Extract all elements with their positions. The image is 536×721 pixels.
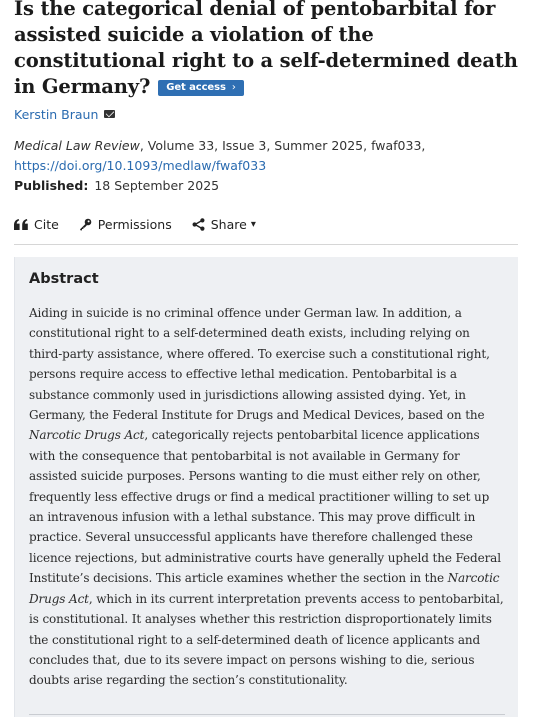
abstract-italic-term: Narcotic Drugs Act <box>29 571 500 606</box>
get-access-label: Get access <box>166 82 226 93</box>
permissions-button[interactable] <box>79 217 172 232</box>
author-row <box>14 106 536 122</box>
cite-button[interactable] <box>14 217 59 232</box>
article-title-text: Is the categorical denial of pentobarbital for assisted suicide a violation of the constitutional right to a self-determined death in Germany? <box>14 0 518 98</box>
get-access-button[interactable] <box>158 80 243 96</box>
published-date-value: 18 September 2025 <box>94 178 220 193</box>
chevron-right-icon: › <box>231 82 236 93</box>
doi-link[interactable]: https://doi.org/10.1093/medlaw/fwaf033 <box>14 158 267 173</box>
share-label: Share <box>210 216 247 232</box>
abstract-text-part: , which in its current interpretation prevents access to pentobarbital, is constitutional. It analyses whether this restriction disproportionately limits the constitutional right to a self-determined death of licence applicants and concludes that, due to its severe impact on persons wishing to die, serious doubts arise regarding the section’s constitutionality. <box>29 591 504 688</box>
abstract-text-part: Aiding in suicide is no criminal offence under German law. In addition, a constitutional right to a self-determined death exists, including relying on third-party assistance, where offered. To exercise such a constitutional right, persons require access to effective lethal medication. Pentobarbital is a substance commonly used in jurisdictions allowing assisted dying. Yet, in Germany, the Federal Institute for Drugs and Medical Devices, based on the <box>29 306 490 423</box>
abstract-italic-term: Narcotic Drugs Act <box>29 428 145 443</box>
abstract-section <box>14 257 518 717</box>
published-date <box>14 176 536 196</box>
citation-details: , Volume 33, Issue 3, Summer 2025, fwaf033, <box>139 138 426 153</box>
journal-name: Medical Law Review <box>14 138 140 153</box>
published-label: Published: <box>14 178 89 193</box>
key-icon <box>79 218 92 231</box>
mail-icon[interactable] <box>104 110 115 118</box>
author-link[interactable]: Kerstin Braun <box>14 106 99 122</box>
caret-down-icon: ▾ <box>250 218 256 230</box>
share-button[interactable] <box>192 217 256 232</box>
share-icon <box>192 218 205 231</box>
abstract-heading: Abstract <box>29 271 99 287</box>
quote-icon <box>14 219 28 230</box>
citation <box>14 136 536 156</box>
abstract-text <box>29 303 505 691</box>
toolbar-divider <box>14 244 518 245</box>
article-title <box>14 0 526 100</box>
permissions-label: Permissions <box>97 216 172 232</box>
abstract-text-part: , categorically rejects pentobarbital licence applications with the consequence that pentobarbital is not available in Germany for assisted suicide purposes. Persons wanting to die must either rely on other, frequently less effective drugs or find a medical practitioner willing to set up an intravenous infusion with a lethal substance. This may prove difficult in practice. Several unsuccessful applicants have therefore challenged these licence rejections, but administrative courts have generally upheld the Federal Institute’s decisions. This article examines whether the section in the <box>29 428 501 586</box>
abstract-divider <box>29 714 505 715</box>
cite-label: Cite <box>34 216 59 232</box>
article-toolbar <box>14 214 518 234</box>
